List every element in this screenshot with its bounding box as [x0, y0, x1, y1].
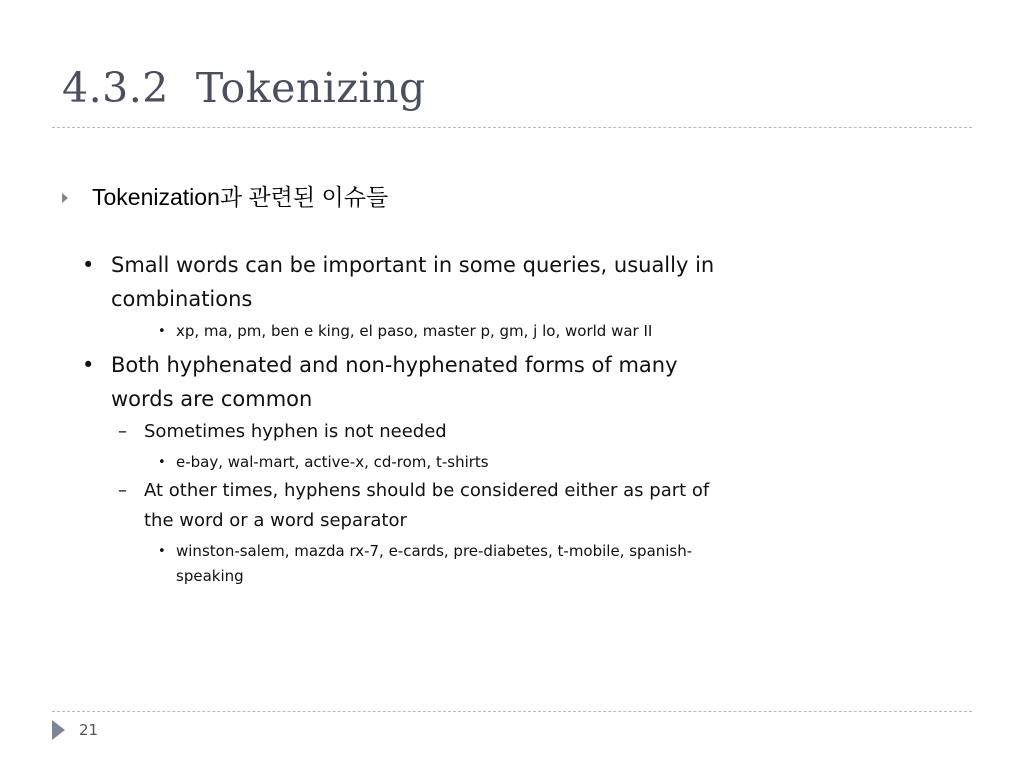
footer-divider	[52, 711, 972, 712]
sub-bullet-small-words-examples	[80, 319, 740, 344]
slide-title: 4.3.2 Tokenizing	[62, 64, 426, 112]
bullet-text: e-bay, wal-mart, active-x, cd-rom, t-shirts	[176, 453, 489, 471]
dash-text: At other times, hyphens should be considered either as part of the word or a word separator	[144, 480, 710, 531]
main-bullet-text: Tokenization과 관련된 이슈들	[92, 184, 389, 210]
bullet-marker: •	[158, 455, 166, 470]
footer-triangle-icon	[52, 720, 65, 740]
sub-bullet-hyphen-separator-examples	[80, 539, 740, 589]
dash-text: Sometimes hyphen is not needed	[144, 421, 447, 442]
footer	[52, 720, 98, 740]
title-divider	[52, 127, 972, 128]
bullet-text: Both hyphenated and non-hyphenated forms of many words are common	[111, 353, 678, 411]
bullet-point-hyphenated	[80, 348, 740, 416]
sub-bullet-hyphen-not-needed-examples	[80, 450, 740, 475]
bullet-text: Small words can be important in some queries, usually in combinations	[111, 253, 715, 311]
bullet-text: xp, ma, pm, ben e king, el paso, master p, gm, j lo, world war II	[176, 322, 653, 340]
bullet-marker: •	[158, 324, 166, 339]
dash-point-hyphen-separator	[80, 476, 740, 536]
bullet-text: winston-salem, mazda rx-7, e-cards, pre-diabetes, t-mobile, spanish-speaking	[176, 542, 693, 585]
bullet-marker: •	[82, 253, 95, 277]
dash-marker: –	[118, 421, 127, 442]
bullet-point-small-words	[80, 248, 740, 316]
dash-marker: –	[118, 480, 127, 501]
bullet-marker: •	[158, 544, 166, 559]
slide-content	[80, 248, 740, 589]
dash-point-hyphen-not-needed	[80, 417, 740, 447]
main-bullet	[62, 186, 388, 209]
page-number: 21	[79, 721, 99, 739]
bullet-marker: •	[82, 353, 95, 377]
triangle-bullet-icon	[62, 193, 68, 203]
